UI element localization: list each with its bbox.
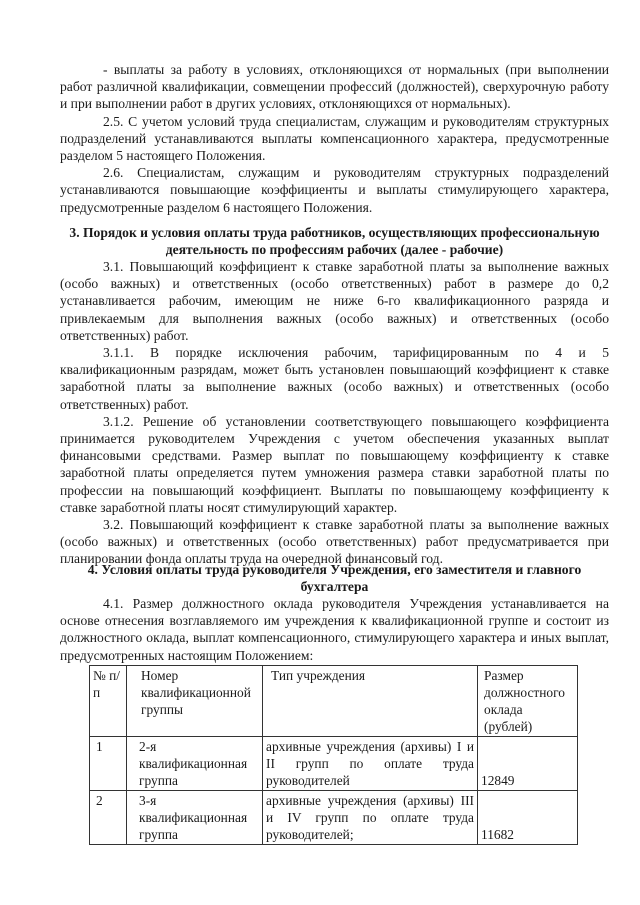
paragraph: 3.1.1. В порядке исключения рабочим, тарифицированным по 4 и 5 квалификационным разрядам, может быть установлен повышающий коэффициент к ставке заработной платы за выполнение важных (особо важных) и ответственных (особо ответственных) работ. (60, 345, 609, 412)
table-header-cell: № п/п (90, 666, 127, 737)
paragraph: 3.1. Повышающий коэффициент к ставке заработной платы за выполнение важных (особо важных) и ответственных (особо ответственных) работ в размере до 0,2 устанавливается рабочим, имеющим не ниже 6-го квалификационного разряда и привлекаемым для выполнения важных (особо важных) и ответственных (особо ответственных) работ. (60, 259, 609, 343)
paragraph: 2.6. Специалистам, служащим и руководителям структурных подразделений устанавливаются повышающие коэффициенты и выплаты стимулирующего характера, предусмотренные разделом 6 настоящего Положения. (60, 165, 609, 215)
table-cell: архивные учреждения (архивы) I и II групп по оплате труда руководителей (263, 737, 478, 791)
table-header-cell: Тип учреждения (263, 666, 478, 737)
paragraph: - выплаты за работу в условиях, отклоняющихся от нормальных (при выполнении работ различной квалификации, совмещении профессий (должностей), сверхурочную работу и при выполнении работ в других условиях, отклоняющихся от нормальных). (60, 62, 609, 112)
paragraph: 2.5. С учетом условий труда специалистам, служащим и руководителям структурных подразделений устанавливаются выплаты компенсационного характера, предусмотренные разделом 5 настоящего Положения. (60, 113, 609, 164)
section-4 (60, 561, 609, 664)
table-cell: 3-я квалификационная группа (127, 791, 263, 845)
table-cell: 12849 (478, 737, 578, 791)
section-3 (60, 224, 609, 568)
table-row (90, 791, 578, 845)
table-header-cell: Размер должностного оклада (рублей) (478, 666, 578, 737)
section-2-continuation (60, 61, 609, 216)
table-cell: архивные учреждения (архивы) III и IV групп по оплате труда руководителей; (263, 791, 478, 845)
section-heading: 3. Порядок и условия оплаты труда работников, осуществляющих профессиональную деятельность по профессиям рабочих (далее - рабочие) (69, 225, 600, 257)
table-header-row (90, 666, 578, 737)
section-heading: 4. Условия оплаты труда руководителя Учреждения, его заместителя и главного бухгалтера (87, 562, 582, 594)
table-row (90, 737, 578, 791)
table-cell: 2-я квалификационная группа (127, 737, 263, 791)
table-cell: 2 (90, 791, 127, 845)
table-header-cell: Номер квалификационной группы (127, 666, 263, 737)
paragraph: 3.1.2. Решение об установлении соответствующего повышающего коэффициента принимается руководителем Учреждения с учетом обеспечения указанных выплат финансовыми средствами. Размер выплат по повышающему коэффициенту к ставке заработной платы определяется путем умножения размера ставки заработной платы по профессии на повышающий коэффициент. Выплаты по повышающему коэффициенту к ставке заработной платы носят стимулирующий характер. (60, 413, 609, 515)
paragraph: 4.1. Размер должностного оклада руководителя Учреждения устанавливается на основе отнесения возглавляемого им учреждения к квалификационной группе и состоит из должностного оклада, выплат компенсационного, стимулирующего характера и иных выплат, предусмотренных настоящим Положением: (60, 596, 609, 663)
salary-table (89, 665, 578, 845)
table-cell: 11682 (478, 791, 578, 845)
paragraph: 3.2. Повышающий коэффициент к ставке заработной платы за выполнение важных (особо важных) и ответственных (особо ответственных) работ предусматривается при планировании фонда оплаты труда на очередной финансовый год. (60, 517, 609, 567)
table-cell: 1 (90, 737, 127, 791)
